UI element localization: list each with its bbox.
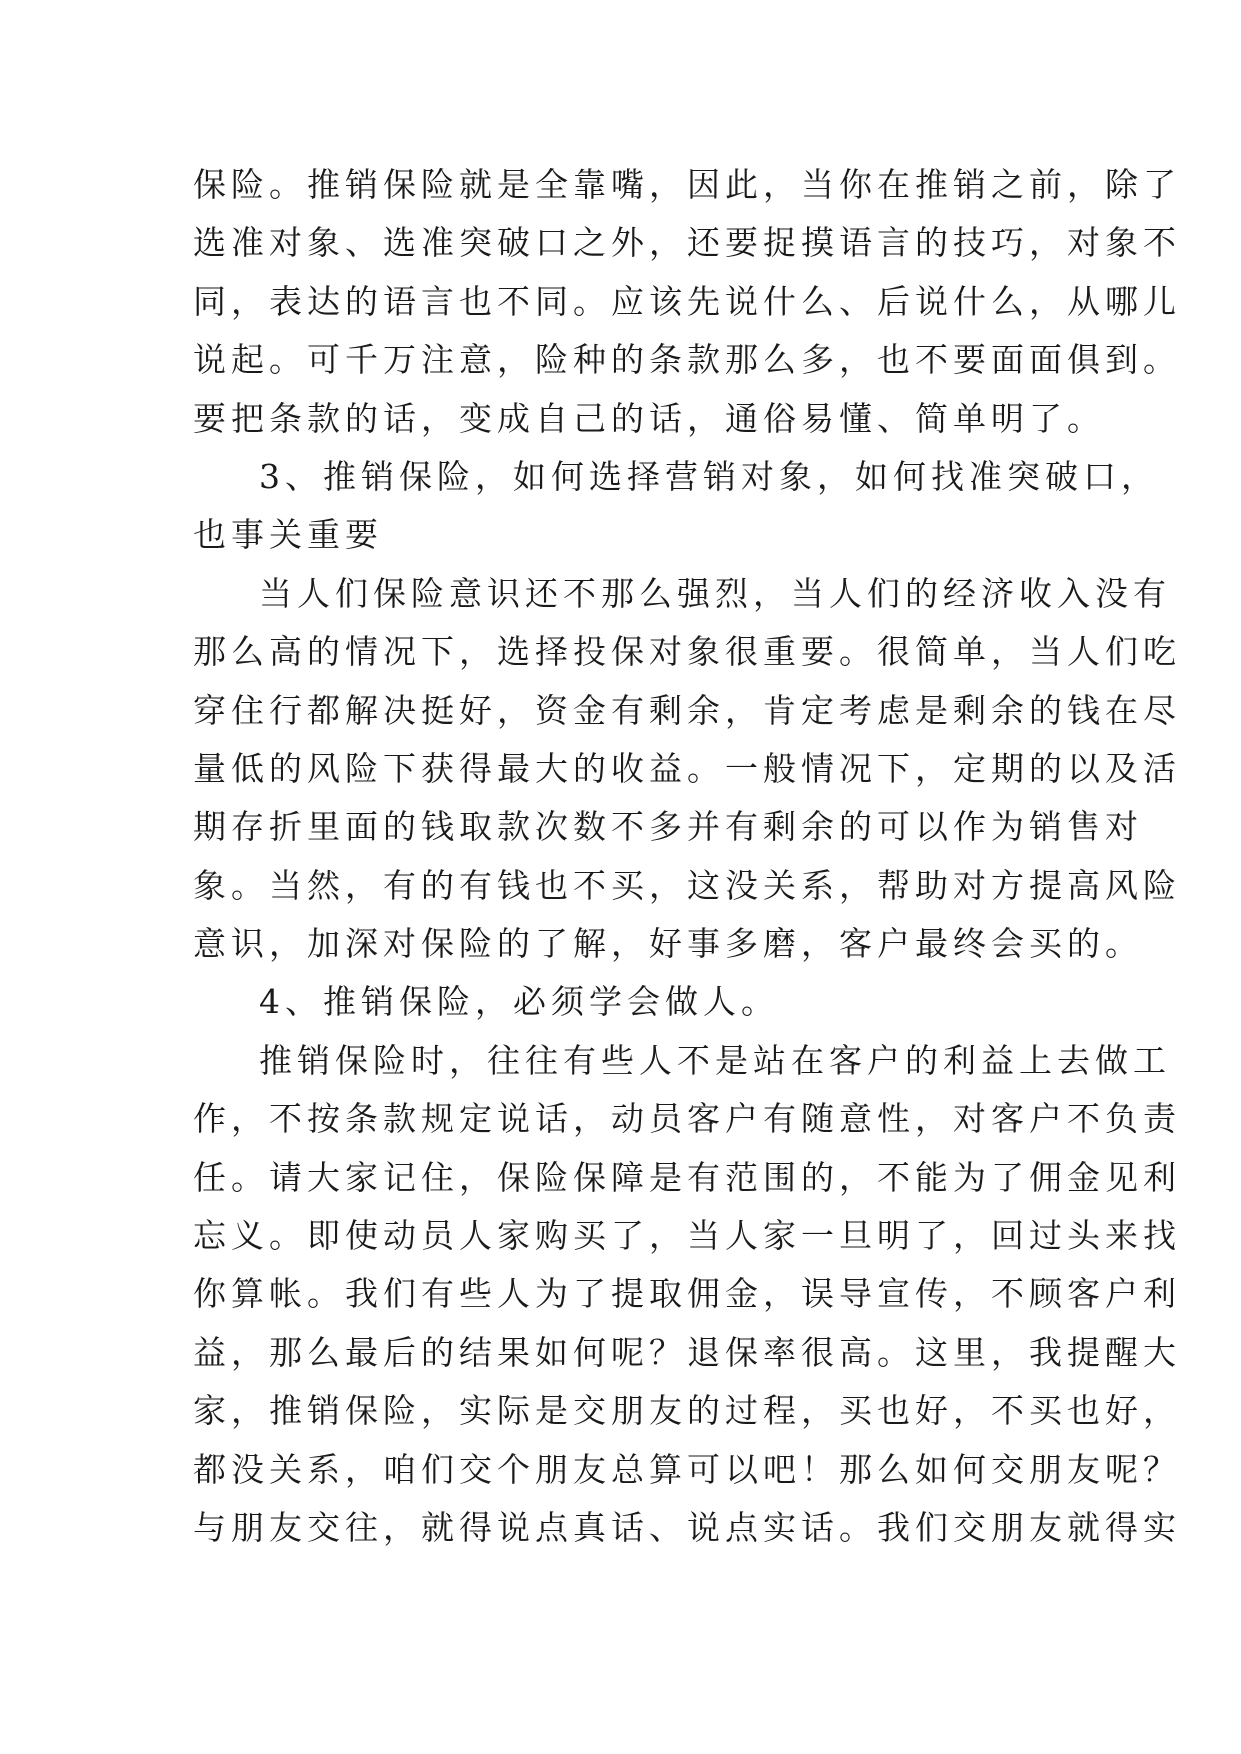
body-text xyxy=(193,156,1181,1557)
text-line: 当人们保险意识还不那么强烈，当人们的经济收入没有 xyxy=(259,573,1171,613)
text-line: 任。请大家记住，保险保障是有范围的，不能为了佣金见利 xyxy=(193,1157,1181,1197)
text-line: 意识，加深对保险的了解，好事多磨，客户最终会买的。 xyxy=(193,924,1143,964)
text-line: 保险。推销保险就是全靠嘴，因此，当你在推销之前，除了 xyxy=(193,165,1181,204)
section-heading-4: 4、推销保险，必须学会做人。 xyxy=(259,982,779,1022)
text-line: 说起。可千万注意，险种的条款那么多，也不要面面俱到。 xyxy=(193,340,1181,380)
text-line: 推销保险时，往往有些人不是站在客户的利益上去做工 xyxy=(259,1040,1171,1080)
section-heading-3: 3、推销保险，如何选择营销对象，如何找准突破口， xyxy=(259,456,1159,496)
text-line: 那么高的情况下，选择投保对象很重要。很简单，当人们吃 xyxy=(193,632,1181,672)
text-line: 作，不按条款规定说话，动员客户有随意性，对客户不负责 xyxy=(193,1099,1181,1139)
text-line: 你算帐。我们有些人为了提取佣金，误导宣传，不顾客户利 xyxy=(193,1274,1181,1314)
text-line: 与朋友交往，就得说点真话、说点实话。我们交朋友就得实 xyxy=(193,1507,1181,1547)
text-line: 期存折里面的钱取款次数不多并有剩余的可以作为销售对 xyxy=(193,807,1143,847)
text-line: 选准对象、选准突破口之外，还要捉摸语言的技巧，对象不 xyxy=(193,223,1181,263)
text-line: 要把条款的话，变成自己的话，通俗易懂、简单明了。 xyxy=(193,398,1105,438)
text-line: 忘义。即使动员人家购买了，当人家一旦明了，回过头来找 xyxy=(193,1216,1181,1256)
text-line: 量低的风险下获得最大的收益。一般情况下，定期的以及活 xyxy=(193,748,1181,788)
text-line: 象。当然，有的有钱也不买，这没关系，帮助对方提高风险 xyxy=(193,865,1181,905)
section-heading-3-continued: 也事关重要 xyxy=(193,515,383,555)
text-line: 同，表达的语言也不同。应该先说什么、后说什么，从哪儿 xyxy=(193,281,1181,321)
text-line: 益，那么最后的结果如何呢？退保率很高。这里，我提醒大 xyxy=(193,1332,1181,1372)
text-line: 都没关系，咱们交个朋友总算可以吧！那么如何交朋友呢？ xyxy=(193,1449,1181,1489)
text-line: 穿住行都解决挺好，资金有剩余，肯定考虑是剩余的钱在尽 xyxy=(193,690,1181,730)
text-line: 家，推销保险，实际是交朋友的过程，买也好，不买也好， xyxy=(193,1391,1181,1431)
